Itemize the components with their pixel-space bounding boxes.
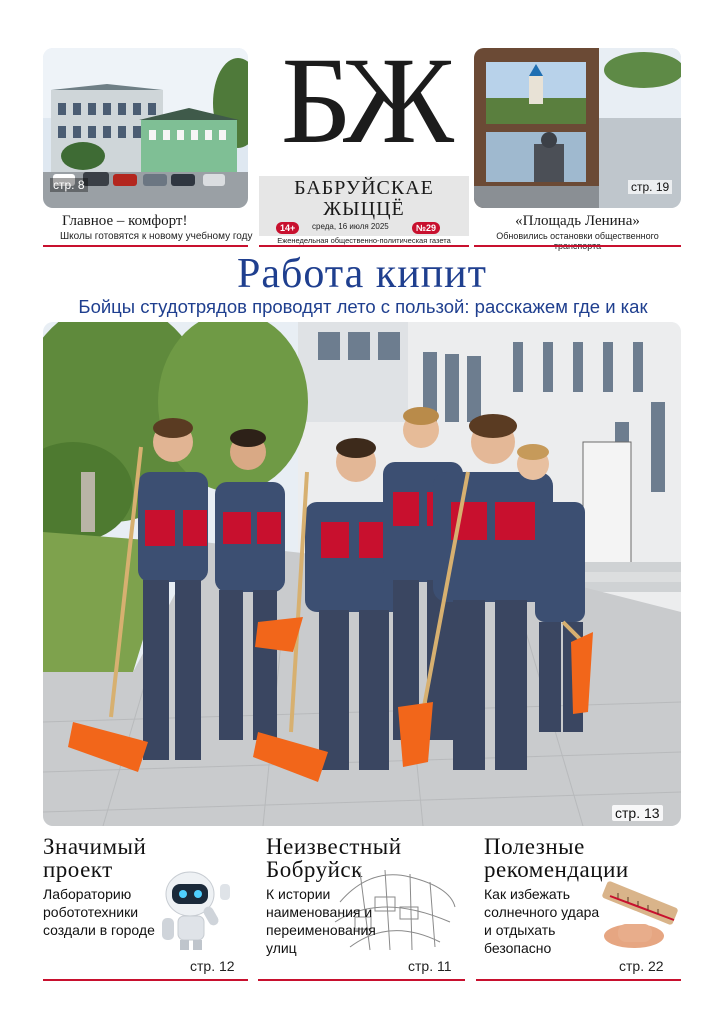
column-2-title[interactable]: Неизвестный Бобруйск [266, 834, 402, 882]
age-rating-badge: 14+ [276, 222, 299, 234]
column-3-rule [476, 979, 681, 981]
bus-stop-page-ref[interactable]: стр. 19 [628, 180, 672, 194]
main-photo[interactable] [43, 322, 681, 826]
main-photo-illustration [43, 322, 681, 826]
column-2-text: К истории наименования и переименования улиц [266, 886, 376, 956]
main-subheadline: Бойцы студотрядов проводят лето с пользой: расскажем где и как [78, 296, 648, 317]
teaser-left-subtitle: Школы готовятся к новому учебному году [60, 231, 253, 242]
masthead-name-line2: ЖЫЦЦЁ [323, 198, 405, 220]
teaser-right-subtitle: Обновились остановки общественного [496, 231, 659, 241]
masthead-logo: БЖ [280, 32, 449, 169]
masthead-rule [259, 245, 469, 247]
column-1-text: Лабораторию робототехники создали в городе [43, 886, 155, 938]
robot-illustration [158, 866, 238, 950]
teaser-left-rule [43, 245, 248, 247]
teaser-left-title[interactable]: Главное – комфорт! [62, 213, 188, 229]
main-photo-page-ref[interactable]: стр. 13 [612, 805, 663, 821]
issue-number-badge: №29 [412, 222, 440, 234]
school-photo-page-ref[interactable]: стр. 8 [50, 178, 88, 192]
issue-date: среда, 16 июля 2025 [312, 222, 389, 231]
column-3-title[interactable]: Полезные рекомендации [484, 834, 629, 882]
column-1-title[interactable]: Значимый проект [43, 834, 147, 882]
teaser-right-rule [474, 245, 681, 247]
masthead-name-line1: БАБРУЙСКАЕ [294, 177, 434, 199]
main-headline[interactable]: Работа кипит [236, 251, 487, 297]
column-1-page-ref[interactable]: стр. 12 [190, 958, 235, 974]
teaser-right-title[interactable]: «Площадь Ленина» [515, 213, 640, 229]
thermometer-illustration [594, 880, 682, 950]
column-2-page-ref[interactable]: стр. 11 [408, 958, 452, 974]
column-3-text: Как избежать солнечного удара и отдыхать безопасно [484, 886, 600, 956]
masthead-tagline: Еженедельная общественно-политическая газета [277, 236, 451, 245]
column-3-page-ref[interactable]: стр. 22 [619, 958, 664, 974]
column-1-rule [43, 979, 248, 981]
column-2-rule [258, 979, 465, 981]
